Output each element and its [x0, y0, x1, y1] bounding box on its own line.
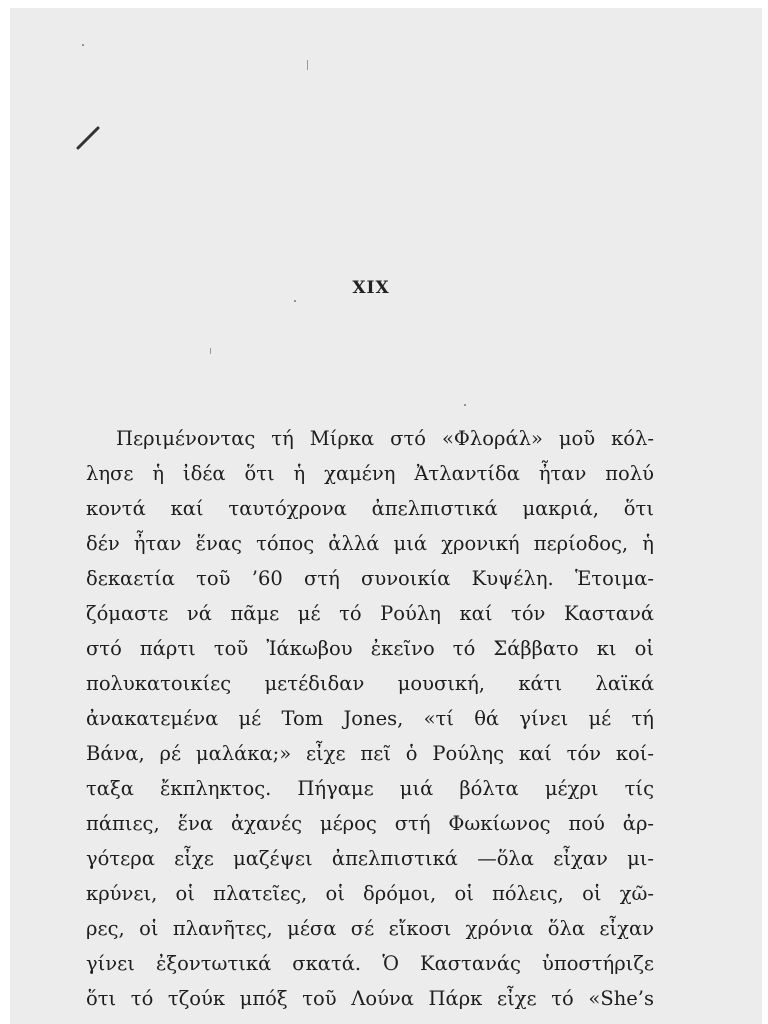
paper-speck: [82, 44, 84, 46]
book-page: [10, 8, 762, 1024]
paper-speck: [307, 60, 308, 70]
text-line: Περιμένοντας τή Μίρκα στό «Φλοράλ» μοῦ κόλ-: [116, 427, 654, 450]
chapter-number: XIX: [352, 278, 390, 298]
text-line: ρες, οἱ πλανῆτες, μέσα σέ εἴκοσι χρόνια ὅλα εἶχαν: [86, 917, 654, 940]
text-line: κρύνει, οἱ πλατεῖες, οἱ δρόμοι, οἱ πόλεις, οἱ χῶ-: [86, 882, 654, 905]
text-line: Βάνα, ρέ μαλάκα;» εἶχε πεῖ ὁ Ρούλης καί τόν κοί-: [86, 742, 654, 765]
paper-speck: [294, 300, 296, 302]
pencil-mark-icon: [76, 126, 100, 150]
text-line: ζόμαστε νά πᾶμε μέ τό Ρούλη καί τόν Καστανά: [86, 602, 654, 625]
text-line: ὅτι τό τζούκ μπόξ τοῦ Λούνα Πάρκ εἶχε τό «She’s: [86, 987, 654, 1010]
text-line: γότερα εἶχε μαζέψει ἀπελπιστικά —ὅλα εἶχαν μι-: [86, 847, 654, 870]
paper-speck: [210, 348, 211, 354]
text-line: ταξα ἔκπληκτος. Πήγαμε μιά βόλτα μέχρι τίς: [86, 777, 654, 800]
text-line: λησε ἡ ἰδέα ὅτι ἡ χαμένη Ἀτλαντίδα ἦταν πολύ: [86, 462, 654, 485]
text-line: κοντά καί ταυτόχρονα ἀπελπιστικά μακριά, ὅτι: [86, 497, 654, 520]
paper-speck: [464, 404, 466, 406]
text-line: γίνει ἐξοντωτικά σκατά. Ὁ Καστανάς ὑποστήριζε: [86, 952, 654, 975]
text-line: δεκαετία τοῦ ’60 στή συνοικία Κυψέλη. Ἑτοιμα-: [86, 567, 654, 590]
text-line: δέν ἦταν ἕνας τόπος ἀλλά μιά χρονική περίοδος, ἡ: [86, 532, 654, 555]
text-line: πάπιες, ἕνα ἀχανές μέρος στή Φωκίωνος πού ἀρ-: [86, 812, 654, 835]
text-line: ἀνακατεμένα μέ Tom Jones, «τί θά γίνει μέ τή: [86, 707, 654, 730]
text-line: πολυκατοικίες μετέδιδαν μουσική, κάτι λαϊκά: [86, 672, 654, 695]
text-line: στό πάρτι τοῦ Ἰάκωβου ἐκεῖνο τό Σάββατο κι οἱ: [86, 637, 654, 660]
body-text: [86, 421, 654, 1016]
